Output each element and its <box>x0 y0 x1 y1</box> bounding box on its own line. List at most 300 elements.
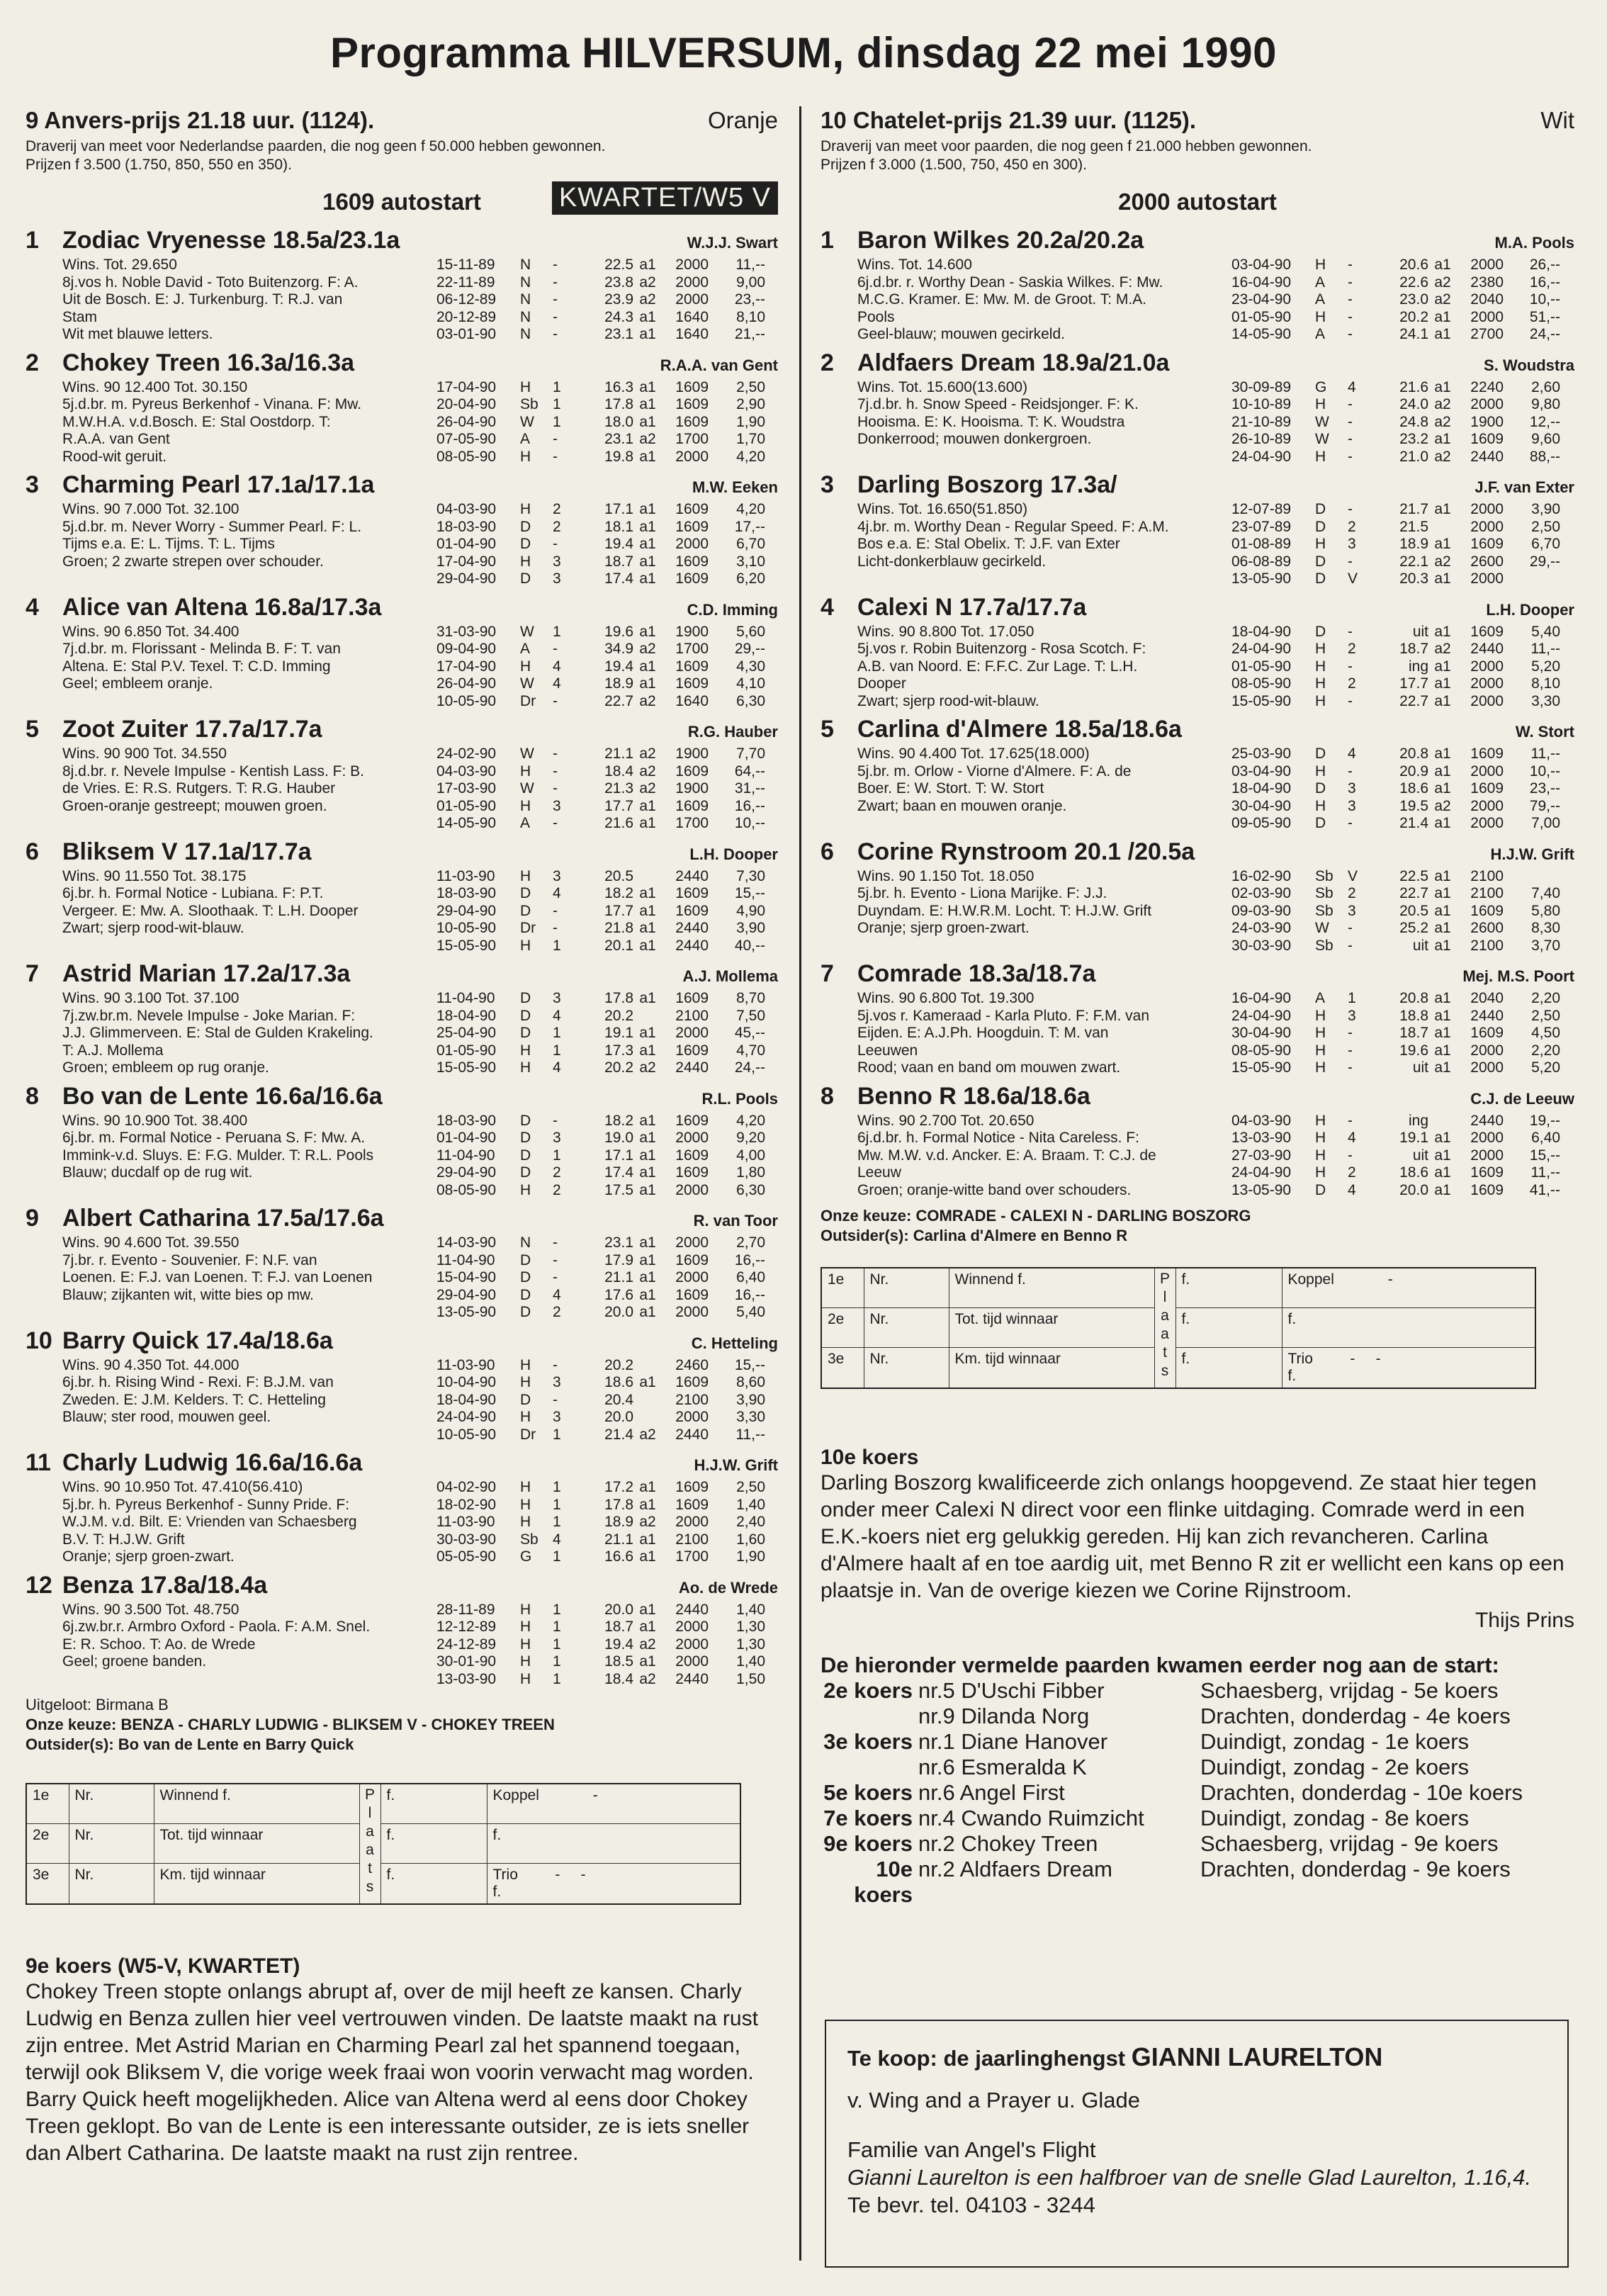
form-cell: 1900 <box>675 623 709 640</box>
form-cell: uit <box>1412 1147 1428 1164</box>
form-cell: Sb <box>520 1531 539 1548</box>
form-cell: 2000 <box>1470 518 1504 535</box>
form-cell: 2,40 <box>736 1514 765 1530</box>
form-cell: 51,-- <box>1529 308 1560 325</box>
form-cell: 18.4 <box>604 762 633 780</box>
form-cell: W <box>520 780 534 797</box>
form-cell: 2440 <box>1470 1007 1504 1024</box>
horse-info-line: Zweden. E: J.M. Kelders. T: C. Hetteling <box>62 1391 326 1408</box>
horse-trainer: W.J.J. Swart <box>687 234 778 252</box>
earlier-cell: 3e koers <box>823 1728 913 1754</box>
form-row <box>1231 449 1574 466</box>
form-cell: 20.0 <box>1399 1181 1428 1198</box>
horse-info-line: 6j.br. h. Rising Wind - Rexi. F: B.J.M. van <box>62 1374 334 1390</box>
horse-name: Benza 17.8a/18.4a <box>62 1571 268 1599</box>
label-cell: Km. tijd winnaar <box>154 1863 359 1904</box>
horse-header <box>821 716 1574 745</box>
form-cell <box>1369 745 1385 763</box>
form-row <box>436 745 778 763</box>
horse-info <box>821 990 1231 1077</box>
form-cell: a1 <box>639 518 656 535</box>
horse-number: 7 <box>26 960 39 987</box>
horse-body <box>26 1113 778 1200</box>
form-cell: 2000 <box>675 1304 709 1320</box>
earlier-cell: Drachten, donderdag - 4e koers <box>1200 1703 1511 1728</box>
form-cell: 1,60 <box>736 1531 765 1548</box>
horse-info-line: Blauw; zijkanten wit, witte bies op mw. <box>62 1286 314 1303</box>
form-cell: 09-03-90 <box>1231 902 1292 919</box>
form-cell <box>574 1514 590 1531</box>
form-cell: 2000 <box>675 1619 709 1635</box>
horse-info-line: Wins. Tot. 14.600 <box>857 257 972 273</box>
form-cell: a1 <box>639 1601 656 1618</box>
form-cell <box>1369 903 1385 921</box>
form-cell: 3 <box>1348 780 1356 797</box>
form-cell: a1 <box>639 308 656 325</box>
horse-entry <box>26 1572 778 1689</box>
form-cell: H <box>1315 1042 1326 1059</box>
form-cell: 23.0 <box>1399 291 1428 308</box>
form-cell: 2000 <box>675 1636 709 1653</box>
earlier-row <box>821 1780 1574 1806</box>
form-cell: 4 <box>1348 378 1356 395</box>
form-cell: 4,30 <box>736 658 765 675</box>
form-cell: - <box>553 902 558 919</box>
form-cell: a1 <box>639 1130 656 1146</box>
form-cell <box>574 1531 590 1549</box>
form-cell: 15,-- <box>734 1356 765 1373</box>
form-cell: a1 <box>639 1112 656 1129</box>
form-cell: 1 <box>553 378 561 395</box>
form-cell: 15-05-90 <box>436 937 497 954</box>
form-row <box>1231 326 1574 344</box>
horse-entry <box>26 1449 778 1566</box>
form-row <box>1231 1182 1574 1200</box>
form-cell <box>1369 291 1385 309</box>
form-cell: 21.6 <box>1399 378 1428 395</box>
form-cell: 4,10 <box>736 675 765 692</box>
form-cell <box>574 903 590 921</box>
form-cell: 16,-- <box>734 1286 765 1303</box>
horse-body <box>821 745 1574 833</box>
form-cell: a1 <box>639 1164 656 1181</box>
form-cell: Sb <box>1315 937 1333 954</box>
horse-info-line: 8j.d.br. r. Nevele Impulse - Kentish Lass. F: B. <box>62 762 365 780</box>
horse-header <box>26 349 778 379</box>
form-cell: - <box>1348 937 1353 954</box>
form-cell: a1 <box>639 553 656 570</box>
form-cell: 19.5 <box>1399 797 1428 814</box>
horse-header <box>26 227 778 257</box>
earlier-row <box>821 1729 1574 1755</box>
form-row <box>436 1636 778 1654</box>
horse-info-line: Wins. 90 8.800 Tot. 17.050 <box>857 623 1034 640</box>
form-cell: 1609 <box>675 1251 709 1268</box>
form-cell: - <box>1348 692 1353 709</box>
form-cell: 6,20 <box>736 570 765 587</box>
form-cell: 3,90 <box>736 1391 765 1408</box>
form-cell: - <box>553 780 558 797</box>
dash: - <box>555 1866 560 1883</box>
form-cell: 2000 <box>1470 570 1504 587</box>
horse-form <box>436 379 778 466</box>
form-cell: 2000 <box>675 1653 709 1670</box>
form-cell: a1 <box>1434 937 1451 954</box>
horse-info-line: E: R. Schoo. T: Ao. de Wrede <box>62 1636 256 1653</box>
form-cell: 5,40 <box>1531 623 1560 640</box>
form-cell: 7,30 <box>736 867 765 884</box>
place-cell: 1e <box>26 1784 69 1823</box>
form-cell: a1 <box>1434 780 1451 797</box>
horse-form <box>436 1479 778 1566</box>
form-cell: a1 <box>639 1269 656 1285</box>
form-cell: H <box>1315 1112 1326 1129</box>
form-cell: 23.1 <box>604 431 633 447</box>
koppel-label: Koppel <box>1287 1271 1334 1288</box>
form-cell: 13-03-90 <box>1231 1130 1292 1146</box>
form-cell: a1 <box>639 536 656 552</box>
form-cell: 17.7 <box>1399 675 1428 692</box>
form-row <box>436 815 778 833</box>
form-cell <box>1369 1130 1385 1147</box>
form-cell <box>1369 798 1385 816</box>
horse-info-line: Wins. 90 10.950 Tot. 47.410(56.410) <box>62 1479 303 1495</box>
form-cell: 18.7 <box>1399 1025 1428 1041</box>
form-cell: 1 <box>553 396 561 412</box>
form-cell <box>1369 938 1385 955</box>
form-cell: H <box>1315 797 1326 814</box>
horse-info-line <box>62 693 436 711</box>
earlier-row <box>821 1755 1574 1780</box>
form-row <box>1231 1008 1574 1025</box>
form-cell: Dr <box>520 692 536 709</box>
form-cell: 1,70 <box>736 431 765 447</box>
form-cell: 10-05-90 <box>436 920 497 936</box>
form-cell: - <box>1348 308 1353 325</box>
form-cell: - <box>553 1269 558 1285</box>
horse-info-line: W.J.M. v.d. Bilt. E: Vrienden van Schaesberg <box>62 1514 357 1530</box>
form-cell: 30-04-90 <box>1231 797 1292 814</box>
form-cell: 30-03-90 <box>436 1531 497 1548</box>
form-cell <box>633 1392 662 1409</box>
form-cell: 16.3 <box>604 378 633 395</box>
form-cell: 3 <box>553 1409 561 1425</box>
form-cell: 1609 <box>1470 1181 1504 1198</box>
earlier-cell: nr.6 Esmeralda K <box>918 1754 1087 1779</box>
form-row <box>1231 274 1574 292</box>
form-cell: 2000 <box>675 448 709 465</box>
horse-trainer: M.A. Pools <box>1494 234 1574 252</box>
form-cell: 10,-- <box>734 815 765 831</box>
form-cell: 3 <box>553 1130 561 1146</box>
form-cell: 1,30 <box>736 1636 765 1653</box>
earlier-cell: nr.2 Aldfaers Dream <box>918 1856 1112 1881</box>
form-row <box>436 257 778 274</box>
form-row <box>436 938 778 955</box>
horse-info-line: T: A.J. Mollema <box>62 1042 164 1059</box>
form-cell: 18.7 <box>604 553 633 570</box>
plaats-label: P l a a t s <box>365 1786 376 1895</box>
form-cell: - <box>553 536 558 552</box>
dash: - <box>592 1787 598 1803</box>
race-9-header <box>26 106 778 135</box>
horse-info-line: Dooper <box>857 675 906 692</box>
race-9-picks <box>26 1695 778 1755</box>
horse-name: Alice van Altena 16.8a/17.3a <box>62 593 382 621</box>
form-cell: W <box>520 623 534 640</box>
form-cell: 1900 <box>675 780 709 797</box>
f-cell: f. <box>1175 1268 1282 1307</box>
form-cell <box>1369 326 1385 344</box>
race-10-column <box>821 106 1574 1908</box>
form-cell: a2 <box>639 692 656 709</box>
form-cell: - <box>1348 274 1353 291</box>
form-cell: a1 <box>639 1042 656 1059</box>
form-row <box>436 903 778 921</box>
horse-name: Baron Wilkes 20.2a/20.2a <box>857 227 1144 254</box>
form-cell: 2 <box>553 518 561 535</box>
form-cell: 23-07-89 <box>1231 518 1292 535</box>
form-row <box>1231 920 1574 938</box>
form-cell: 2000 <box>1470 1059 1504 1076</box>
form-cell: 40,-- <box>734 937 765 954</box>
horse-name: Bo van de Lente 16.6a/16.6a <box>62 1082 383 1110</box>
form-cell: 2 <box>553 501 561 517</box>
place-cell: 3e <box>821 1347 864 1388</box>
form-cell: 17.8 <box>604 396 633 412</box>
form-cell <box>574 1479 590 1497</box>
horse-info <box>26 1234 436 1322</box>
horse-header <box>26 1327 778 1357</box>
form-cell: 7,00 <box>1531 815 1560 831</box>
form-cell: Sb <box>520 396 539 412</box>
horse-info <box>821 868 1231 955</box>
form-cell <box>574 1130 590 1147</box>
form-row <box>436 885 778 903</box>
form-cell: G <box>520 1548 532 1565</box>
form-cell: 1609 <box>675 990 709 1006</box>
horse-header <box>26 838 778 868</box>
form-row <box>436 309 778 327</box>
form-row <box>436 693 778 711</box>
form-cell: 4 <box>553 1286 561 1303</box>
form-cell: 04-03-90 <box>436 501 497 517</box>
form-cell: 3 <box>1348 797 1356 814</box>
form-cell: a2 <box>639 274 656 291</box>
horse-body <box>26 1234 778 1322</box>
form-cell: 19.1 <box>1399 1130 1428 1146</box>
form-cell <box>574 570 590 588</box>
race-9-distance: 1609 autostart <box>322 188 481 215</box>
form-cell <box>1369 1164 1385 1182</box>
earlier-rows <box>821 1678 1574 1908</box>
form-cell: 18.8 <box>1399 1007 1428 1024</box>
form-cell: 08-05-90 <box>1231 1042 1292 1059</box>
form-cell <box>574 1164 590 1182</box>
form-row <box>1231 624 1574 641</box>
earlier-cell: 10e koers <box>854 1856 913 1907</box>
comment-10-text: Darling Boszorg kwalificeerde zich onlangs hoopgevend. Ze staat hier tegen onder meer Calexi N direct voor een flinke uitdaging. Comrade werd in een E.K.-koers niet erg gelukkig gereden. Hij kan zich revancheren. Carlina d'Almere haalt af en toe aardig uit, met Benno R zit er wellicht een kans op een plaatsje in. Van de overige kiezen we Corine Rijnstroom. <box>821 1470 1564 1602</box>
horse-name: Calexi N 17.7a/17.7a <box>857 593 1087 621</box>
form-cell <box>1428 1113 1457 1130</box>
form-cell: a1 <box>1434 536 1451 552</box>
form-cell: 15-05-90 <box>1231 1059 1292 1076</box>
form-cell <box>574 274 590 292</box>
form-cell: 20.8 <box>1399 745 1428 762</box>
form-cell <box>574 1602 590 1619</box>
horse-form <box>436 257 778 344</box>
form-cell: H <box>520 937 531 954</box>
form-cell: a1 <box>639 675 656 692</box>
form-cell: 4,00 <box>736 1147 765 1164</box>
kwartet-badge: KWARTET/W5 V <box>552 181 778 215</box>
form-cell <box>574 553 590 571</box>
form-cell <box>633 1409 662 1426</box>
form-cell: 09-04-90 <box>436 641 497 657</box>
form-cell: 2440 <box>675 937 709 954</box>
form-cell: 1700 <box>675 641 709 657</box>
form-cell: H <box>1315 1164 1326 1181</box>
horse-info-line: 6j.br. h. Formal Notice - Lubiana. F: P.T. <box>62 885 324 901</box>
form-cell: - <box>553 274 558 291</box>
horse-info-line <box>62 1426 436 1444</box>
horse-info <box>26 1357 436 1444</box>
form-cell: a1 <box>1434 658 1451 675</box>
form-cell <box>574 501 590 519</box>
form-cell: 34.9 <box>604 641 633 657</box>
horse-info-line: Wins. 90 11.550 Tot. 38.175 <box>62 867 247 884</box>
form-cell <box>574 309 590 327</box>
form-cell: 29-04-90 <box>436 902 497 919</box>
form-cell <box>574 1252 590 1270</box>
form-cell: a1 <box>1434 623 1451 640</box>
horse-info <box>821 501 1231 588</box>
horse-entry <box>26 1205 778 1322</box>
form-cell: a2 <box>1434 413 1451 430</box>
form-cell: 20.2 <box>1399 308 1428 325</box>
form-cell: 18-04-90 <box>1231 623 1292 640</box>
form-cell <box>574 815 590 833</box>
form-cell: a1 <box>1434 867 1451 884</box>
form-cell: a2 <box>639 1636 656 1653</box>
horse-name: Aldfaers Dream 18.9a/21.0a <box>857 349 1170 376</box>
form-cell: 1 <box>553 1653 561 1670</box>
form-cell: 18.7 <box>1399 641 1428 657</box>
form-cell: 24-04-90 <box>436 1409 497 1425</box>
form-row <box>436 1671 778 1689</box>
horse-info <box>821 379 1231 466</box>
comment-10-heading: 10e koers <box>821 1445 919 1469</box>
result-form-table <box>821 1267 1536 1389</box>
form-cell: ing <box>1408 1112 1428 1129</box>
nr-cell: Nr. <box>69 1823 154 1863</box>
ad-headline-text: Te koop: de jaarlinghengst <box>847 2046 1132 2071</box>
form-cell <box>574 938 590 955</box>
form-row <box>1231 414 1574 432</box>
horse-number: 12 <box>26 1571 52 1599</box>
form-cell: 19.6 <box>1399 1042 1428 1059</box>
form-cell <box>574 431 590 449</box>
horse-form <box>1231 501 1574 588</box>
horse-number: 2 <box>821 349 834 376</box>
horse-info-line: Leeuwen <box>857 1042 918 1059</box>
horse-info-line: Wins. 90 3.500 Tot. 48.750 <box>62 1601 239 1618</box>
form-cell <box>1369 1008 1385 1025</box>
form-cell <box>1369 449 1385 466</box>
form-cell: 1 <box>553 1601 561 1618</box>
form-cell: 20-12-89 <box>436 308 497 325</box>
label-cell: Winnend f. <box>949 1268 1154 1307</box>
form-row <box>436 1025 778 1042</box>
horse-trainer: L.H. Dooper <box>1486 600 1574 619</box>
form-cell: 20.5 <box>1399 902 1428 919</box>
horse-info-line: Altena. E: Stal P.V. Texel. T: C.D. Imming <box>62 658 331 675</box>
form-cell: 26-04-90 <box>436 413 497 430</box>
form-cell <box>1504 570 1560 588</box>
form-cell: 3 <box>1348 902 1356 919</box>
horse-form <box>1231 257 1574 344</box>
plaats-cell <box>1154 1268 1175 1388</box>
form-cell: a1 <box>639 1548 656 1565</box>
form-cell: - <box>1348 1059 1353 1076</box>
form-cell: 2 <box>1348 675 1356 692</box>
form-cell <box>574 379 590 397</box>
form-cell: W <box>520 675 534 692</box>
form-row <box>436 396 778 414</box>
form-cell: - <box>553 745 558 762</box>
form-row <box>1231 1059 1574 1077</box>
form-cell <box>1369 1025 1385 1042</box>
horse-body <box>26 1602 778 1689</box>
form-cell: a1 <box>639 1286 656 1303</box>
form-row <box>436 920 778 938</box>
form-cell <box>574 1234 590 1252</box>
f-cell: f. <box>380 1863 487 1904</box>
form-cell: 17.8 <box>604 990 633 1006</box>
f-label: f. <box>1287 1367 1297 1384</box>
form-row <box>436 536 778 553</box>
form-cell: a2 <box>639 762 656 780</box>
koppel-cell <box>1282 1268 1535 1307</box>
form-cell: - <box>553 431 558 447</box>
earlier-row <box>821 1806 1574 1831</box>
form-cell: 1609 <box>675 1286 709 1303</box>
label-cell: Tot. tijd winnaar <box>949 1307 1154 1347</box>
form-cell: 15-04-90 <box>436 1269 497 1285</box>
column-divider <box>799 106 801 2261</box>
form-cell: 2100 <box>1470 937 1504 954</box>
form-cell: 1609 <box>675 501 709 517</box>
form-cell: 1609 <box>675 1164 709 1181</box>
horse-form <box>436 501 778 588</box>
comment-9-heading: 9e koers (W5-V, KWARTET) <box>26 1954 300 1978</box>
horse-name: Charly Ludwig 16.6a/16.6a <box>62 1449 363 1476</box>
form-cell <box>574 1182 590 1200</box>
result-form-table <box>26 1783 741 1905</box>
horse-info-line: Oranje; sjerp groen-zwart. <box>62 1548 235 1565</box>
horse-info-line: 4j.br. m. Worthy Dean - Regular Speed. F: A.M. <box>857 518 1169 535</box>
form-cell <box>574 780 590 798</box>
form-cell <box>574 536 590 553</box>
form-cell: 2,60 <box>1531 378 1560 395</box>
form-cell: 64,-- <box>734 762 765 780</box>
form-cell: 4,20 <box>736 1112 765 1129</box>
horse-number: 7 <box>821 960 834 987</box>
form-cell: 11,-- <box>735 257 765 273</box>
form-row <box>1231 536 1574 553</box>
form-cell: 03-04-90 <box>1231 762 1292 780</box>
form-cell: 1609 <box>1470 1164 1504 1181</box>
